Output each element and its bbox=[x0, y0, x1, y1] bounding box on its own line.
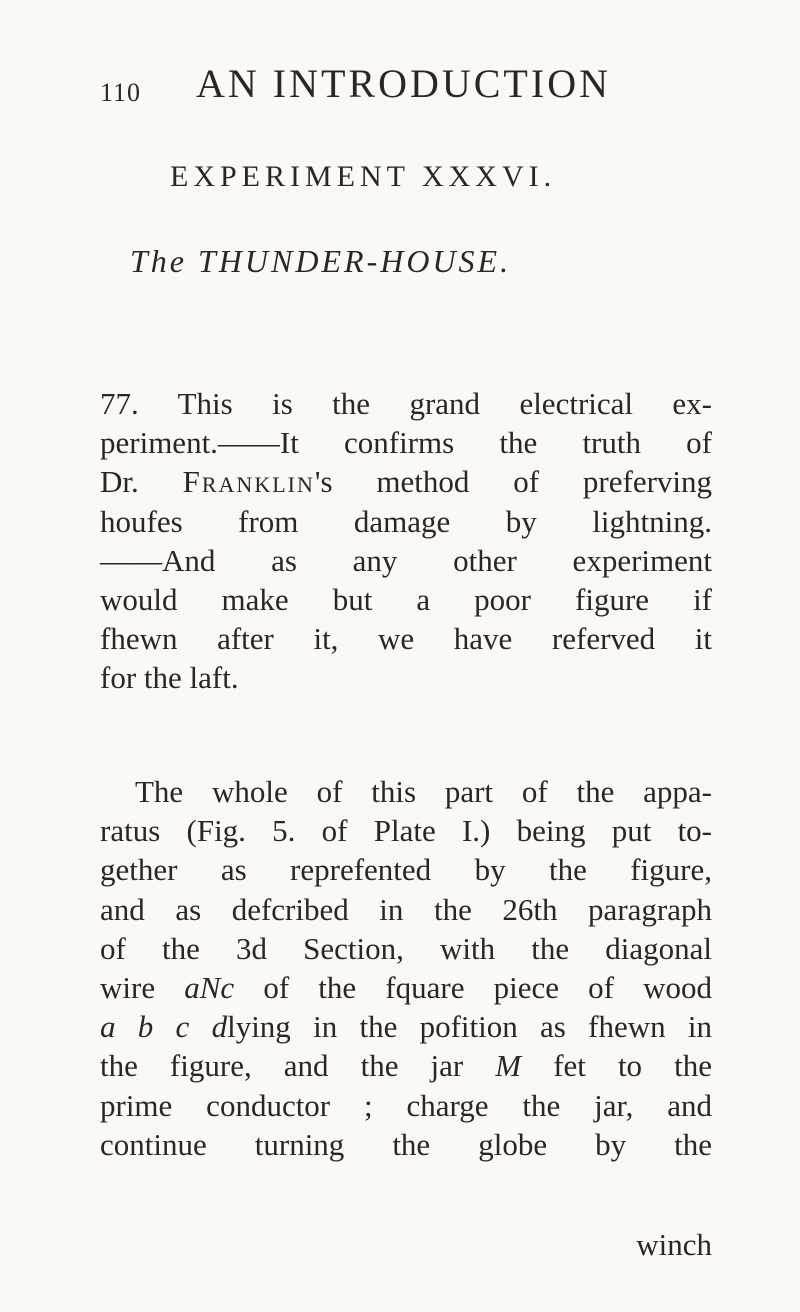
running-head bbox=[100, 60, 720, 106]
text-fragment: wire bbox=[100, 970, 185, 1006]
paragraph-1 bbox=[100, 384, 712, 698]
text-line bbox=[100, 968, 712, 1007]
text-line: The whole of this part of the appa- bbox=[135, 774, 712, 809]
italic-M: M bbox=[495, 1048, 522, 1084]
text-line: would make but a poor figure if bbox=[100, 582, 712, 618]
text-line bbox=[100, 462, 712, 501]
franklin-name: Franklin bbox=[182, 464, 315, 500]
italic-abcd: a b c d bbox=[100, 1009, 228, 1045]
catchword: winch bbox=[636, 1227, 712, 1262]
text-line: for the laft. bbox=[100, 660, 239, 696]
italic-aNc: aNc bbox=[184, 970, 235, 1006]
text-fragment: of the fquare piece of wood bbox=[234, 970, 712, 1006]
text-line: ——And as any other experiment bbox=[100, 542, 712, 578]
text-fragment: fet to the bbox=[521, 1048, 712, 1084]
text-line: of the 3d Section, with the diagonal bbox=[100, 930, 712, 966]
text-fragment: the figure, and the jar bbox=[100, 1048, 496, 1084]
text-line: continue turning the globe by the bbox=[100, 1126, 712, 1162]
running-title: AN INTRODUCTION bbox=[196, 61, 611, 106]
text-line: prime conductor ; charge the jar, and bbox=[100, 1087, 712, 1123]
paragraph-2 bbox=[100, 772, 712, 1164]
page-number: 110 bbox=[100, 78, 142, 107]
text-line: houfes from damage by lightning. bbox=[100, 503, 712, 539]
text-line bbox=[100, 1046, 712, 1085]
text-line: and as defcribed in the 26th paragraph bbox=[100, 891, 712, 927]
text-fragment: 's method of preferving bbox=[314, 464, 713, 500]
text-line bbox=[100, 1007, 712, 1046]
text-line: ratus (Fig. 5. of Plate I.) being put to- bbox=[100, 813, 712, 849]
text-fragment: lying in the pofition as fhewn in bbox=[227, 1009, 712, 1045]
experiment-subtitle: The THUNDER-HOUSE. bbox=[130, 243, 512, 279]
text-line: periment.——It confirms the truth of bbox=[100, 425, 712, 461]
text-line: 77. This is the grand electrical ex- bbox=[100, 386, 712, 421]
text-line: fhewn after it, we have referved it bbox=[100, 621, 712, 657]
text-line: gether as reprefented by the figure, bbox=[100, 852, 712, 888]
text-fragment: Dr. bbox=[100, 464, 183, 500]
experiment-heading: EXPERIMENT XXXVI. bbox=[170, 160, 557, 193]
